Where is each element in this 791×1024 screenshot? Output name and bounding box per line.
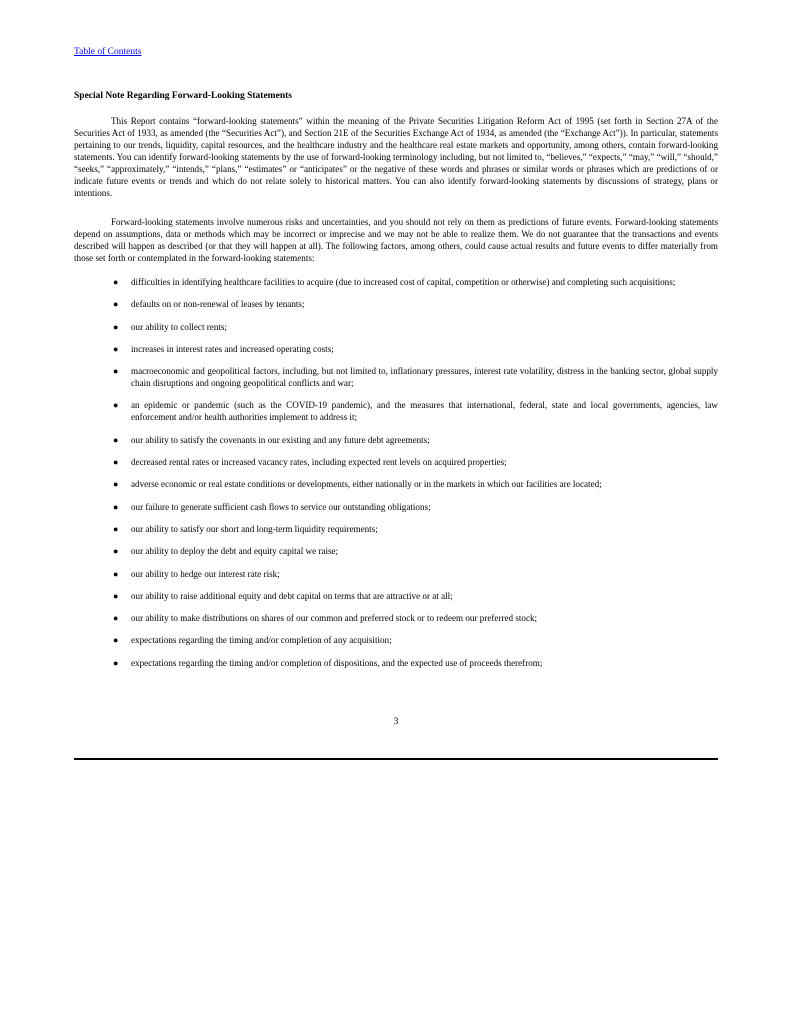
list-item-text: our ability to hedge our interest rate risk;	[131, 568, 280, 579]
list-item	[74, 343, 718, 355]
page-number: 3	[393, 717, 399, 727]
list-item	[74, 634, 718, 646]
paragraph-intro: This Report contains “forward-looking statements” within the meaning of the Private Securities Litigation Reform Act of 1995 (set forth in Section 27A of the Securities Act of 1933, as amended (the “Securities Act”), and Section 21E of the Securities Exchange Act of 1934, as amended (the “Exchange Act”)). In particular, statements pertaining to our trends, liquidity, capital resources, and the healthcare industry and the healthcare real estate markets and opportunity, among others, contain forward-looking statements. You can identify forward-looking statements by the use of forward-looking terminology including, but not limited to, “believes,” “expects,” “may,” “will,” “should,” “seeks,” “approximately,” “intends,” “plans,” “estimates” or “anticipates” or the negative of these words and phrases or similar words or phrases which are predictions of or indicate future events or trends and which do not relate solely to historical matters. You can also identify forward-looking statements by discussions of strategy, plans or intentions.	[74, 116, 718, 198]
list-item	[74, 365, 718, 389]
list-item-text: an epidemic or pandemic (such as the COVID-19 pandemic), and the measures that international, federal, state and local governments, agencies, law enforcement and/or health authorities implement to address it;	[131, 400, 718, 423]
list-item-text: difficulties in identifying healthcare facilities to acquire (due to increased cost of capital, competition or otherwise) and completing such acquisitions;	[131, 277, 676, 287]
bullet-icon: ●	[113, 321, 119, 332]
bullet-icon: ●	[113, 277, 119, 287]
list-item-text: expectations regarding the timing and/or completion of dispositions, and the expected use of proceeds therefrom;	[131, 657, 543, 668]
bullet-icon: ●	[113, 523, 119, 534]
bullet-icon: ●	[113, 613, 119, 624]
list-item	[74, 590, 718, 602]
bullet-icon: ●	[113, 343, 119, 354]
list-item	[74, 276, 718, 288]
bullet-icon: ●	[113, 299, 119, 310]
table-of-contents-link[interactable]: Table of Contents	[74, 47, 142, 57]
bullet-icon: ●	[113, 635, 119, 646]
list-item	[74, 298, 718, 310]
list-item-text: increases in interest rates and increased operating costs;	[131, 343, 334, 354]
list-item	[74, 434, 718, 446]
bullet-icon: ●	[113, 366, 119, 377]
bullet-icon: ●	[113, 657, 119, 668]
bullet-icon: ●	[113, 568, 119, 579]
list-item-text: defaults on or non-renewal of leases by tenants;	[131, 299, 305, 310]
bullet-icon: ●	[113, 434, 119, 445]
section-heading: Special Note Regarding Forward-Looking Statements	[74, 91, 292, 101]
bullet-icon: ●	[113, 590, 119, 601]
paragraph-risks: Forward-looking statements involve numerous risks and uncertainties, and you should not rely on them as predictions of future events. Forward-looking statements depend on assumptions, data or methods which may be incorrect or imprecise and we may not be able to realize them. We do not guarantee that the transactions and events described will happen as described (or that they will happen at all). The following factors, among others, could cause actual results and future events to differ materially from those set forth or contemplated in the forward-looking statements:	[74, 217, 718, 263]
list-item	[74, 568, 718, 580]
list-item	[74, 399, 718, 423]
list-item-text: decreased rental rates or increased vacancy rates, including expected rent levels on acquired properties;	[131, 457, 507, 468]
bullet-icon: ●	[113, 479, 119, 490]
list-item	[74, 545, 718, 557]
list-item-text: our ability to satisfy the covenants in our existing and any future debt agreements;	[131, 434, 430, 445]
bullet-icon: ●	[113, 457, 119, 468]
list-item-text: our ability to collect rents;	[131, 321, 227, 332]
list-item-text: our ability to raise additional equity and debt capital on terms that are attractive or at all;	[131, 590, 453, 601]
list-item-text: our ability to satisfy our short and long-term liquidity requirements;	[131, 523, 378, 534]
list-item	[74, 523, 718, 535]
bullet-icon: ●	[113, 400, 119, 411]
bullet-icon: ●	[113, 501, 119, 512]
list-item-text: expectations regarding the timing and/or completion of any acquisition;	[131, 635, 392, 646]
list-item	[74, 321, 718, 333]
list-item-text: our ability to deploy the debt and equity capital we raise;	[131, 546, 339, 557]
list-item-text: macroeconomic and geopolitical factors, including, but not limited to, inflationary pressures, interest rate volatility, distress in the banking sector, global supply chain disruptions and ongoing geopolitical conflicts and war;	[131, 366, 718, 389]
list-item	[74, 657, 718, 669]
list-item	[74, 478, 718, 490]
risk-factor-list	[74, 276, 718, 679]
list-item	[74, 501, 718, 513]
list-item-text: our failure to generate sufficient cash flows to service our outstanding obligations;	[131, 501, 431, 512]
list-item-text: adverse economic or real estate conditions or developments, either nationally or in the markets in which our facilities are located;	[131, 479, 602, 490]
list-item-text: our ability to make distributions on shares of our common and preferred stock or to redeem our preferred stock;	[131, 613, 538, 624]
bullet-icon: ●	[113, 546, 119, 557]
list-item	[74, 612, 718, 624]
list-item	[74, 456, 718, 468]
page-divider	[74, 758, 718, 760]
